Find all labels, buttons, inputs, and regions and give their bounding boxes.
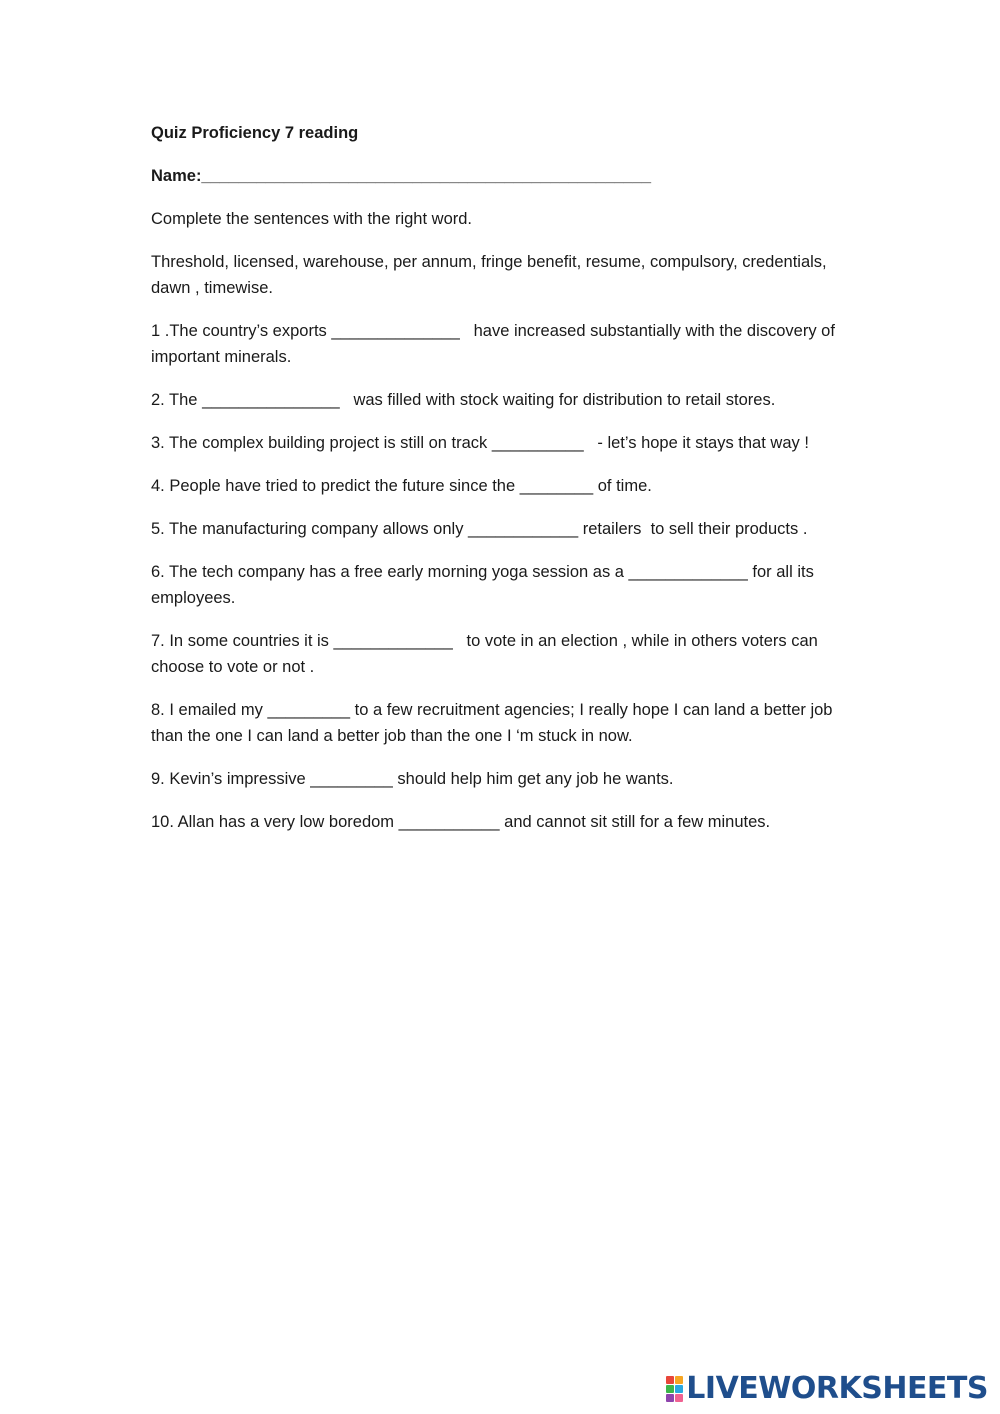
question-1: 1 .The country’s exports ______________ have increased substantially with the discovery of important minerals. — [151, 322, 840, 366]
logo-square-5 — [666, 1394, 674, 1402]
name-field-line: Name:_________________________________________________ — [151, 167, 652, 185]
question-4: 4. People have tried to predict the future since the ________ of time. — [151, 477, 652, 495]
logo-square-3 — [666, 1385, 674, 1393]
liveworksheets-logo-icon — [666, 1376, 683, 1402]
logo-square-1 — [666, 1376, 674, 1384]
logo-square-2 — [675, 1376, 683, 1384]
liveworksheets-logo — [666, 1371, 988, 1406]
logo-text: LIVEWORKSHEETS — [686, 1371, 988, 1406]
question-6: 6. The tech company has a free early morning yoga session as a _____________ for all its employees. — [151, 563, 819, 607]
question-3: 3. The complex building project is still on track __________ - let’s hope it stays that way ! — [151, 434, 809, 452]
question-10: 10. Allan has a very low boredom ___________ and cannot sit still for a few minutes. — [151, 813, 771, 831]
question-8: 8. I emailed my _________ to a few recruitment agencies; I really hope I can land a better job than the one I can land a better job than the one I ‘m stuck in now. — [151, 701, 838, 745]
worksheet-title: Quiz Proficiency 7 reading — [151, 124, 359, 142]
word-bank: Threshold, licensed, warehouse, per annum, fringe benefit, resume, compulsory, credentials, dawn , timewise. — [151, 253, 832, 297]
logo-square-4 — [675, 1385, 683, 1393]
question-2: 2. The _______________ was filled with stock waiting for distribution to retail stores. — [151, 391, 776, 409]
question-5: 5. The manufacturing company allows only ____________ retailers to sell their products . — [151, 520, 808, 538]
logo-square-6 — [675, 1394, 683, 1402]
worksheet — [151, 120, 861, 852]
question-9: 9. Kevin’s impressive _________ should help him get any job he wants. — [151, 770, 674, 788]
question-7: 7. In some countries it is _____________ to vote in an election , while in others voters can choose to vote or not . — [151, 632, 823, 676]
instruction-text: Complete the sentences with the right word. — [151, 210, 473, 228]
